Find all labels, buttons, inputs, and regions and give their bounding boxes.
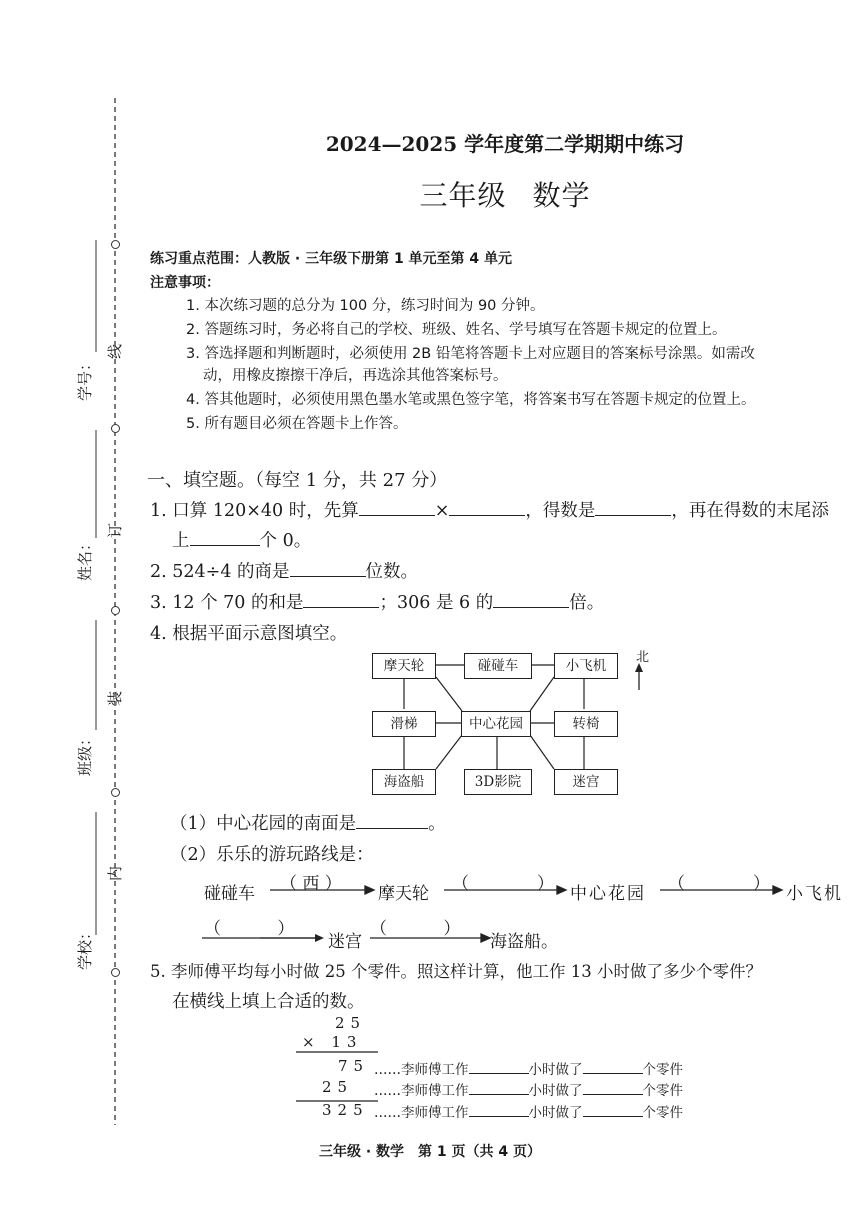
route-dir-4[interactable]: （ ） xyxy=(204,919,295,939)
map-ferris-wheel: 摩天轮 xyxy=(372,653,436,679)
answer-blank[interactable] xyxy=(356,810,428,829)
question-5-cont: 在横线上填上合适的数。 xyxy=(172,992,365,1012)
label-school: 学校： xyxy=(76,924,95,971)
map-central-garden: 中心花园 xyxy=(461,711,531,737)
route-stop-6: 海盗船。 xyxy=(490,932,558,952)
map-pirate-ship: 海盗船 xyxy=(372,769,436,795)
north-label: 北 xyxy=(636,650,650,665)
question-4-2: （2）乐乐的游玩路线是： xyxy=(170,845,374,865)
question-3: 3. 12 个 70 的和是 ；306 是 6 的 倍。 xyxy=(150,589,604,614)
route-stop-2: 摩天轮 xyxy=(378,884,429,904)
map-slide: 滑梯 xyxy=(372,711,436,737)
note-5: 5. 所有题目必须在答题卡上作答。 xyxy=(186,416,408,432)
practice-scope: 练习重点范围：人教版 · 三年级下册第 1 单元至第 4 单元 xyxy=(150,251,513,267)
binding-hole xyxy=(111,968,120,977)
binding-hole xyxy=(111,424,120,433)
answer-blank[interactable] xyxy=(583,1059,643,1074)
route-stop-5: 迷宫 xyxy=(328,932,362,952)
note-3-cont: 动，用橡皮擦擦干净后，再选涂其他答案标号。 xyxy=(203,368,508,384)
map-bumper-cars: 碰碰车 xyxy=(464,653,532,679)
answer-blank[interactable] xyxy=(469,1080,529,1095)
route-stop-3: 中心花园 xyxy=(570,884,646,904)
answer-blank[interactable] xyxy=(583,1080,643,1095)
answer-blank[interactable] xyxy=(303,589,379,608)
answer-blank[interactable] xyxy=(595,497,671,516)
route-dir-2[interactable]: （ ） xyxy=(452,874,554,894)
answer-blank[interactable] xyxy=(190,527,260,546)
note-4: 4. 答其他题时，必须使用黑色墨水笔或黑色签字笔，将答案书写在答题卡规定的位置上。 xyxy=(186,392,756,408)
answer-blank[interactable] xyxy=(359,497,435,516)
grade: 三年级 xyxy=(419,179,507,212)
answer-blank[interactable] xyxy=(583,1102,643,1117)
question-1-cont: 上 个 0。 xyxy=(172,527,311,552)
map-maze: 迷宫 xyxy=(554,769,618,795)
label-student-id: 学号： xyxy=(76,355,95,402)
question-2: 2. 524÷4 的商是 位数。 xyxy=(150,558,418,583)
calc-multiplier: × 13 xyxy=(302,1033,363,1051)
map-small-plane: 小飞机 xyxy=(554,653,618,679)
route-stop-4: 小飞机 xyxy=(786,884,843,904)
mark-bind: 装 xyxy=(106,690,125,707)
answer-blank[interactable] xyxy=(449,497,525,516)
question-4: 4. 根据平面示意图填空。 xyxy=(150,624,348,644)
section-heading: 一、填空题。（每空 1 分，共 27 分） xyxy=(147,470,448,491)
calc-note-3: ……李师傅工作 小时做了 个零件 xyxy=(374,1101,683,1121)
north-arrow-icon xyxy=(632,662,646,692)
note-1: 1. 本次练习题的总分为 100 分，练习时间为 90 分钟。 xyxy=(186,298,545,314)
calc-note-1: ……李师傅工作 小时做了 个零件 xyxy=(374,1058,683,1078)
answer-blank[interactable] xyxy=(290,558,366,577)
mark-staple: 订 xyxy=(106,522,125,539)
mark-inner: 内 xyxy=(106,865,125,882)
binding-hole xyxy=(111,606,120,615)
route-dir-1: （ 西 ） xyxy=(280,874,342,894)
exam-subtitle xyxy=(0,174,860,214)
calc-top: 25 xyxy=(335,1014,367,1032)
binding-hole xyxy=(111,240,120,249)
note-2: 2. 答题练习时，务必将自己的学校、班级、姓名、学号填写在答题卡规定的位置上。 xyxy=(186,322,727,338)
route-start: 碰碰车 xyxy=(204,884,255,904)
note-3: 3. 答选择题和判断题时，必须使用 2B 铅笔将答题卡上对应题目的答案标号涂黑。如需改 xyxy=(186,346,755,362)
route-dir-5[interactable]: （ ） xyxy=(370,919,461,939)
label-name: 姓名： xyxy=(76,535,95,582)
page-footer: 三年级 · 数学 第 1 页（共 4 页） xyxy=(318,1144,542,1160)
question-5: 5. 李师傅平均每小时做 25 个零件。照这样计算，他工作 13 小时做了多少个零件？ xyxy=(150,962,762,981)
calc-note-2: ……李师傅工作 小时做了 个零件 xyxy=(374,1079,683,1099)
mark-line: 线 xyxy=(106,343,125,360)
exam-title: 2024—2025 学年度第二学期期中练习 xyxy=(325,132,685,156)
route-dir-3[interactable]: （ ） xyxy=(668,874,770,894)
answer-blank[interactable] xyxy=(469,1059,529,1074)
label-class: 班级： xyxy=(76,730,95,777)
map-3d-cinema: 3D影院 xyxy=(464,769,532,795)
subject: 数学 xyxy=(532,179,591,212)
notice-title: 注意事项： xyxy=(150,275,220,291)
answer-blank[interactable] xyxy=(493,589,569,608)
calc-row-3: 325 xyxy=(322,1101,369,1119)
calc-row-2: 25 xyxy=(322,1078,354,1096)
question-1: 1. 口算 120×40 时，先算 × ，得数是 ，再在得数的末尾添 xyxy=(150,497,829,522)
route-dir-1-value: 西 xyxy=(302,874,320,894)
binding-hole xyxy=(111,788,120,797)
answer-blank[interactable] xyxy=(469,1102,529,1117)
map-carousel: 转椅 xyxy=(554,711,618,737)
calc-row-1: 75 xyxy=(338,1057,370,1075)
question-4-1: （1）中心花园的南面是 。 xyxy=(170,810,446,835)
